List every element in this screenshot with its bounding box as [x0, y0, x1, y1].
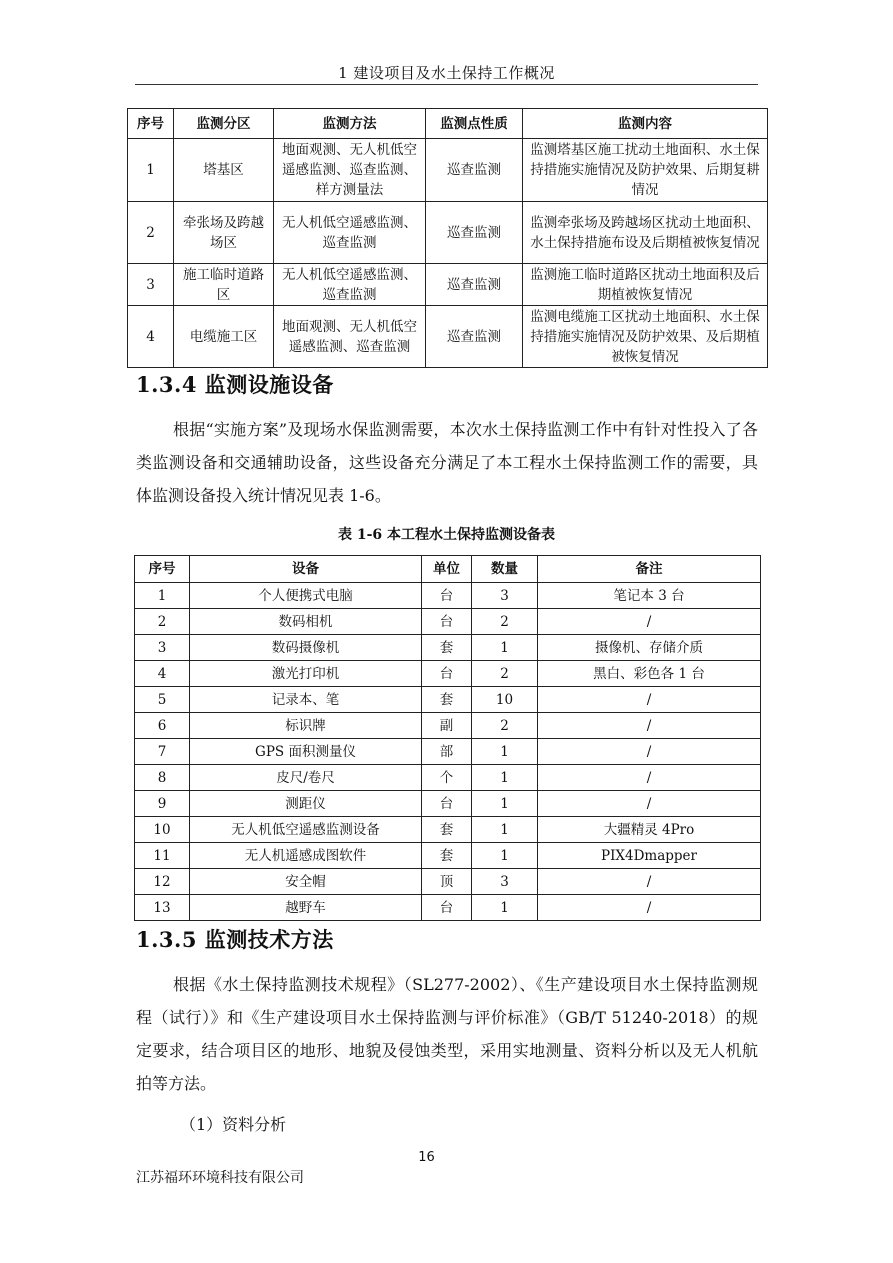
table-cell: 台	[422, 583, 472, 609]
table-cell: 部	[422, 739, 472, 765]
table-cell: 1	[472, 791, 538, 817]
table-row	[135, 791, 761, 817]
column-header: 数量	[472, 556, 538, 583]
column-header: 单位	[422, 556, 472, 583]
table-cell: 监测塔基区施工扰动土地面积、水土保持措施实施情况及防护效果、后期复耕情况	[523, 139, 768, 202]
table-cell: 2	[472, 661, 538, 687]
table-cell: 黑白、彩色各 1 台	[538, 661, 761, 687]
table-cell: /	[538, 713, 761, 739]
table-cell: 3	[128, 264, 174, 306]
subsection-item: （1）资料分析	[180, 1115, 287, 1134]
table-cell: 牵张场及跨越场区	[174, 202, 274, 264]
column-header: 序号	[128, 109, 174, 139]
column-header: 序号	[135, 556, 190, 583]
table-cell: 电缆施工区	[174, 306, 274, 368]
table-cell: 巡查监测	[426, 264, 523, 306]
table-cell: 塔基区	[174, 139, 274, 202]
table-cell: 皮尺/卷尺	[190, 765, 422, 791]
column-header: 监测点性质	[426, 109, 523, 139]
page-number: 16	[418, 1150, 435, 1165]
table-cell: 台	[422, 609, 472, 635]
table-cell: PIX4Dmapper	[538, 843, 761, 869]
table-row	[135, 895, 761, 921]
table-cell: 3	[135, 635, 190, 661]
table-cell: 3	[472, 583, 538, 609]
table-cell: 监测施工临时道路区扰动土地面积及后期植被恢复情况	[523, 264, 768, 306]
table-cell: 1	[472, 739, 538, 765]
table-cell: 大疆精灵 4Pro	[538, 817, 761, 843]
table-row	[135, 609, 761, 635]
table-cell: 越野车	[190, 895, 422, 921]
table-cell: 4	[135, 661, 190, 687]
table-cell: /	[538, 869, 761, 895]
table-cell: 地面观测、无人机低空遥感监测、巡查监测、样方测量法	[274, 139, 426, 202]
table-cell: 9	[135, 791, 190, 817]
table-cell: 监测电缆施工区扰动土地面积、水土保持措施实施情况及防护效果、及后期植被恢复情况	[523, 306, 768, 368]
table-cell: 个人便携式电脑	[190, 583, 422, 609]
table-cell: 6	[135, 713, 190, 739]
table-cell: 10	[135, 817, 190, 843]
running-header: 1 建设项目及水土保持工作概况	[338, 64, 555, 82]
table-row	[135, 817, 761, 843]
table-cell: 2	[472, 609, 538, 635]
table-cell: /	[538, 739, 761, 765]
table-cell: /	[538, 765, 761, 791]
table-cell: 13	[135, 895, 190, 921]
table-row	[135, 661, 761, 687]
table-cell: /	[538, 895, 761, 921]
column-header: 设备	[190, 556, 422, 583]
table-cell: 4	[128, 306, 174, 368]
table-cell: 台	[422, 791, 472, 817]
column-header: 监测方法	[274, 109, 426, 139]
footer-company: 江苏福环环境科技有限公司	[136, 1170, 304, 1186]
table-cell: 个	[422, 765, 472, 791]
table-cell: 5	[135, 687, 190, 713]
table-cell: 2	[472, 713, 538, 739]
table-header-row	[135, 556, 761, 583]
table-cell: 顶	[422, 869, 472, 895]
table-cell: 1	[128, 139, 174, 202]
monitoring-method-table	[127, 108, 768, 368]
table-cell: 数码摄像机	[190, 635, 422, 661]
table-row	[128, 139, 768, 202]
table-caption: 表 1-6 本工程水土保持监测设备表	[337, 527, 556, 543]
section-heading-134: 1.3.4 监测设施设备	[136, 372, 334, 397]
table-row	[128, 202, 768, 264]
table-cell: 摄像机、存储介质	[538, 635, 761, 661]
table-row	[135, 739, 761, 765]
table-cell: 套	[422, 843, 472, 869]
table-cell: 无人机低空遥感监测、巡查监测	[274, 202, 426, 264]
header-divider	[135, 84, 758, 85]
table-cell: 12	[135, 869, 190, 895]
table-cell: /	[538, 791, 761, 817]
table-row	[128, 306, 768, 368]
table-cell: 7	[135, 739, 190, 765]
table-row	[135, 713, 761, 739]
column-header: 监测分区	[174, 109, 274, 139]
table-cell: 3	[472, 869, 538, 895]
table-cell: 无人机低空遥感监测、巡查监测	[274, 264, 426, 306]
table-cell: 巡查监测	[426, 306, 523, 368]
table-cell: 1	[472, 817, 538, 843]
table-cell: 副	[422, 713, 472, 739]
column-header: 监测内容	[523, 109, 768, 139]
table-cell: 巡查监测	[426, 139, 523, 202]
table-cell: 10	[472, 687, 538, 713]
table-cell: /	[538, 609, 761, 635]
table-cell: 无人机遥感成图软件	[190, 843, 422, 869]
table-cell: 1	[472, 843, 538, 869]
table-cell: 测距仪	[190, 791, 422, 817]
table-cell: 1	[135, 583, 190, 609]
table-row	[135, 765, 761, 791]
table-cell: 1	[472, 895, 538, 921]
table-row	[128, 264, 768, 306]
table-header-row	[128, 109, 768, 139]
table-cell: 笔记本 3 台	[538, 583, 761, 609]
table-cell: 地面观测、无人机低空遥感监测、巡查监测	[274, 306, 426, 368]
table-cell: 无人机低空遥感监测设备	[190, 817, 422, 843]
table-cell: 11	[135, 843, 190, 869]
table-cell: 巡查监测	[426, 202, 523, 264]
table-cell: 2	[128, 202, 174, 264]
table-cell: 施工临时道路区	[174, 264, 274, 306]
equipment-table	[134, 555, 761, 921]
table-row	[135, 843, 761, 869]
table-row	[135, 869, 761, 895]
table-cell: 2	[135, 609, 190, 635]
table-cell: GPS 面积测量仪	[190, 739, 422, 765]
table-cell: /	[538, 687, 761, 713]
section-134-paragraph: 根据“实施方案”及现场水保监测需要，本次水土保持监测工作中有针对性投入了各类监测设备和交通辅助设备，这些设备充分满足了本工程水土保持监测工作的需要，具体监测设备投入统计情况见表 1-6。	[136, 420, 758, 505]
table-cell: 套	[422, 817, 472, 843]
table-cell: 台	[422, 895, 472, 921]
table-row	[135, 687, 761, 713]
table-cell: 监测牵张场及跨越场区扰动土地面积、水土保持措施布设及后期植被恢复情况	[523, 202, 768, 264]
table-cell: 套	[422, 687, 472, 713]
table-cell: 1	[472, 765, 538, 791]
table-cell: 套	[422, 635, 472, 661]
table-cell: 记录本、笔	[190, 687, 422, 713]
section-135-paragraph: 根据《水土保持监测技术规程》（SL277-2002）、《生产建设项目水土保持监测规程（试行）》和《生产建设项目水土保持监测与评价标准》（GB/T 51240-2018）的规定要求，结合项目区的地形、地貌及侵蚀类型，采用实地测量、资料分析以及无人机航拍等方法。	[136, 975, 758, 1093]
table-cell: 激光打印机	[190, 661, 422, 687]
table-cell: 8	[135, 765, 190, 791]
table-cell: 台	[422, 661, 472, 687]
table-cell: 数码相机	[190, 609, 422, 635]
table-cell: 标识牌	[190, 713, 422, 739]
section-heading-135: 1.3.5 监测技术方法	[136, 927, 334, 952]
table-cell: 1	[472, 635, 538, 661]
column-header: 备注	[538, 556, 761, 583]
table-row	[135, 635, 761, 661]
table-cell: 安全帽	[190, 869, 422, 895]
table-row	[135, 583, 761, 609]
